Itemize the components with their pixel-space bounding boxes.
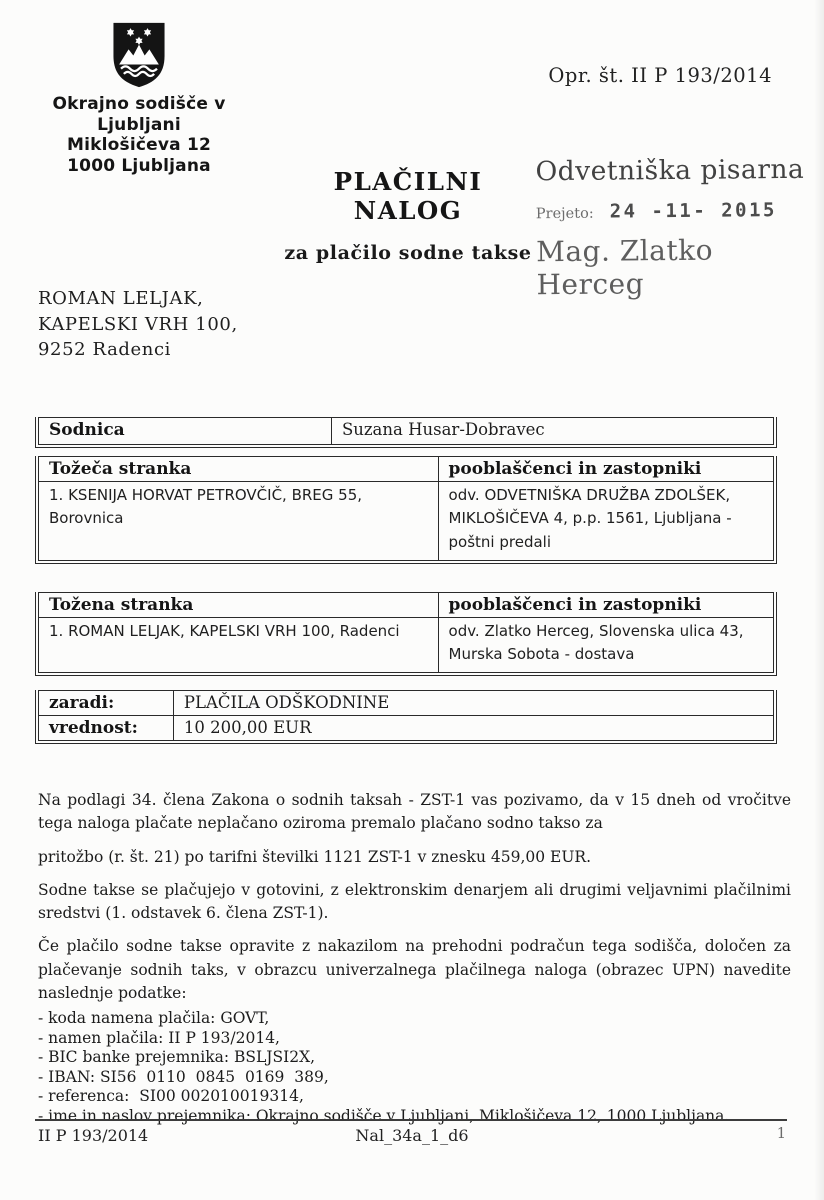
body-paragraph-4: Če plačilo sodne takse opravite z nakazilom na prehodni podračun tega sodišča, določen za plačevanje sodnih taks, v obrazcu univerzalnega plačilnega naloga (obrazec UPN) navedite naslednje podatke: [38, 937, 791, 1002]
defendant-representative: odv. Zlatko Herceg, Slovenska ulica 43, Murska Sobota - dostava [438, 618, 773, 673]
case-number: Opr. št. II P 193/2014 [548, 64, 772, 87]
footer-form-code: Nal_34a_1_d6 [355, 1126, 469, 1145]
law-office-stamp [535, 154, 812, 301]
document-title: PLAČILNI NALOG [333, 167, 483, 225]
court-name: Okrajno sodišče v Ljubljani [52, 94, 226, 135]
judge-table [35, 417, 777, 448]
stamp-received-row [536, 199, 812, 223]
defendant-table [35, 592, 777, 676]
recipient-address [38, 286, 238, 363]
table-row [39, 482, 774, 561]
amount-label: vrednost: [39, 716, 174, 741]
table-row [39, 691, 774, 716]
payment-detail-item: - koda namena plačila: GOVT, [38, 1009, 270, 1027]
recipient-name: ROMAN LELJAK, [38, 288, 204, 309]
table-row [39, 418, 774, 445]
amount-value: 10 200,00 EUR [173, 716, 773, 741]
body-paragraph-1: Na podlagi 34. člena Zakona o sodnih taksah - ZST-1 vas pozivamo, da v 15 dneh od vročitve tega naloga plačate neplačano oziroma premalo plačano sodno takso za [38, 791, 791, 833]
defendant-column-header: Tožena stranka [39, 593, 439, 618]
document-body [38, 789, 791, 1126]
table-row [39, 716, 774, 741]
slovenia-coat-of-arms-icon [108, 20, 170, 90]
plaintiff-column-header: Tožeča stranka [39, 457, 439, 482]
payment-detail-item: - namen plačila: II P 193/2014, [38, 1028, 280, 1047]
stamp-lawyer-name: Mag. Zlatko Herceg [536, 233, 714, 302]
plaintiff-party: 1. KSENIJA HORVAT PETROVČIČ, BREG 55, Borovnica [39, 482, 439, 561]
table-header-row [39, 593, 774, 618]
court-street: Miklošičeva 12 [66, 135, 212, 156]
table-header-row [39, 457, 774, 482]
footer-case-number: II P 193/2014 [38, 1126, 149, 1145]
judge-name: Suzana Husar-Dobravec [331, 418, 773, 445]
footer-page-number: 1 [776, 1126, 786, 1142]
payment-detail-item: - IBAN: SI56 0110 0845 0169 389, [38, 1067, 329, 1086]
document-title-block [280, 167, 536, 264]
plaintiff-representative: odv. ODVETNIŠKA DRUŽBA ZDOLŠEK, MIKLOŠIČEVA 4, p.p. 1561, Ljubljana - poštni predali [438, 482, 773, 561]
payment-detail-item: - referenca: SI00 002010019314, [38, 1087, 304, 1106]
body-paragraph-3: Sodne takse se plačujejo v gotovini, z elektronskim denarjem ali drugimi veljavnimi plačilnimi sredstvi (1. odstavek 6. člena ZST-1). [38, 880, 791, 922]
stamp-office-name: Odvetniška pisarna [535, 153, 805, 188]
recipient-city: 9252 Radenci [38, 339, 172, 361]
defendant-party: 1. ROMAN LELJAK, KAPELSKI VRH 100, Radenci [39, 618, 439, 673]
court-letterhead [16, 20, 262, 177]
judge-label: Sodnica [39, 418, 332, 445]
recipient-street: KAPELSKI VRH 100, [38, 313, 238, 335]
court-city: 1000 Ljubljana [67, 156, 211, 177]
stamp-received-date: 24 -11- 2015 [609, 199, 778, 223]
payment-detail-item: - BIC banke prejemnika: BSLJSI2X, [38, 1048, 316, 1067]
subject-value: PLAČILA ODŠKODNINE [173, 691, 773, 716]
representatives-column-header: pooblaščenci in zastopniki [438, 457, 773, 482]
table-row [39, 618, 774, 673]
footer [38, 1126, 786, 1145]
payment-detail-item: - ime in naslov prejemnika: Okrajno sodišče v Ljubljani, Miklošičeva 12, 1000 Ljubljana. [38, 1106, 730, 1125]
subject-table [35, 690, 777, 744]
subject-label: zaradi: [39, 691, 174, 716]
body-paragraph-2: pritožbo (r. št. 21) po tarifni številki 1121 ZST-1 v znesku 459,00 EUR. [38, 847, 591, 866]
stamp-received-label: Prejeto: [535, 205, 594, 223]
plaintiff-table [35, 456, 777, 564]
footer-divider [35, 1119, 787, 1121]
document-subtitle: za plačilo sodne takse [284, 242, 532, 264]
representatives-column-header: pooblaščenci in zastopniki [438, 593, 773, 618]
